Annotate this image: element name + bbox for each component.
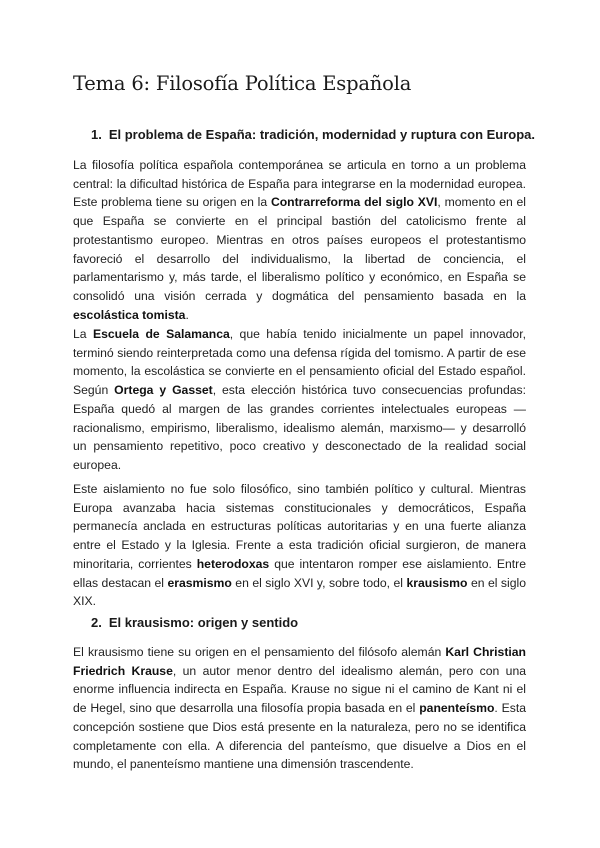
text-run: en el siglo XVI y, sobre todo, el <box>231 575 407 590</box>
section-2-heading-text: El krausismo: origen y sentido <box>108 615 299 630</box>
bold-term: krausismo <box>406 575 468 590</box>
document-title: Tema 6: Filosofía Política Española <box>73 72 412 95</box>
bold-term: Contrarreforma del siglo XVI <box>270 195 438 210</box>
section-2-number: 2. <box>91 615 102 630</box>
bold-term: erasmismo <box>167 575 232 590</box>
section-1-paragraph-1 <box>73 156 526 324</box>
bold-term: Escuela de Salamanca <box>92 327 230 341</box>
text-run: , un autor menor dentro del idealismo alemán, pero con una enorme influencia indirecta en España. Krause no sigue ni el camino de Kant ni el de Hegel, sino que desarrolla una filosofía propia basada en el <box>73 663 526 716</box>
text-run: , momento en el que España se convierte en el principal bastión del catolicismo frente al protestantismo europeo. Mientras en otros países europeos el protestantismo favoreció el desarrollo del individualismo, la libertad de conciencia, el parlamentarismo y, más tarde, el liberalismo político y económico, en España se consolidó una visión cerrada y dogmática del pensamiento basada en la <box>73 195 527 303</box>
text-run: El krausismo tiene su origen en el pensamiento del filósofo alemán <box>73 645 446 659</box>
section-1-heading-text: El problema de España: tradición, modernidad y ruptura con Europa. <box>108 127 536 142</box>
text-run: La filosofía política española contemporánea se articula en torno a un problema central: la dificultad histórica de España para integrarse en la modernidad europea. Este problema tiene su origen en la <box>73 158 526 210</box>
bold-term: Ortega y Gasset <box>114 383 213 398</box>
section-1-paragraph-3 <box>73 480 526 611</box>
text-run: en el siglo XIX. <box>73 575 527 609</box>
text-run: , que había tenido inicialmente un papel innovador, terminó siendo reinterpretada como una defensa rígida del tomismo. A partir de ese momento, la escolástica se convierte en el pensamiento oficial del Estado español. Según <box>73 327 526 398</box>
section-1-heading <box>91 127 535 142</box>
section-2-heading <box>91 615 298 630</box>
text-run: La <box>73 327 93 341</box>
text-run: Este aislamiento no fue solo filosófico, sino también político y cultural. Mientras Europa avanzaba hacia sistemas constitucionales y democráticos, España permanecía anclada en estructuras políticas autoritarias y en una fuerte alianza entre el Estado y la Iglesia. Frente a esta tradición oficial surgieron, de manera minoritaria, corrientes <box>73 482 526 571</box>
bold-term: Karl Christian Friedrich Krause <box>73 645 526 678</box>
bold-term: escolástica tomista <box>73 307 186 322</box>
section-2-paragraph-1 <box>73 643 526 774</box>
text-run: . Esta concepción sostiene que Dios está presente en la naturaleza, pero no se identifica completamente con ella. A diferencia del panteísmo, que disuelve a Dios en el mundo, el panenteísmo mantiene una dimensión trascendente. <box>73 701 526 772</box>
bold-term: panenteísmo <box>419 701 495 716</box>
text-run: . <box>185 307 189 322</box>
section-1-number: 1. <box>91 127 102 142</box>
text-run: , esta elección histórica tuvo consecuencias profundas: España quedó al margen de las grandes corrientes intelectuales europeas —racionalismo, empirismo, liberalismo, idealismo alemán, marxismo— y desarrolló un pensamiento repetitivo, poco creativo y desconectado de la realidad social europea. <box>73 383 526 472</box>
bold-term: heterodoxas <box>196 556 270 571</box>
section-1-paragraph-2 <box>73 325 526 475</box>
text-run: que intentaron romper ese aislamiento. Entre ellas destacan el <box>73 556 526 590</box>
